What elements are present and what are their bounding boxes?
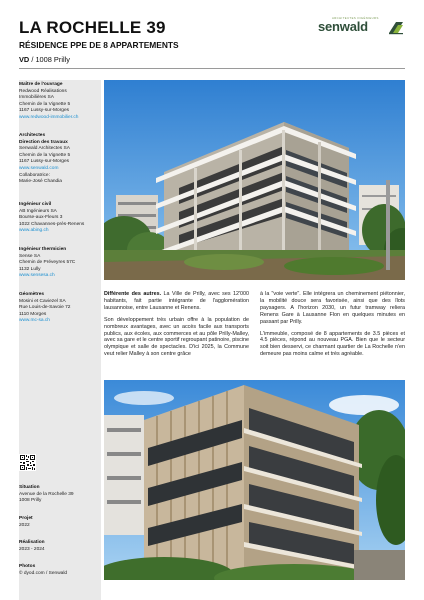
project-heading: Projet [19, 516, 33, 521]
situation-heading: Situation [19, 485, 40, 490]
owner-block [19, 82, 101, 122]
architects-heading: Architectes [19, 133, 46, 138]
surveyors-website-link[interactable]: www.mc-sa.ch [19, 318, 50, 324]
thermal-engineer-line: Sense SA [19, 253, 41, 259]
building-photo-top [104, 80, 405, 280]
development-paragraph: Son développement très urbain offre à la population de nombreux avantages, avec un accès facile aux transports publics, aux écoles, aux commerces et au pôle Prilly-Malley, avec sa gare et le centre sportif regroupant patinoire, piscine olympique et salle de spectacles. D'ici 2025, la Commune veut relier Malley à son centre grâce [104, 316, 249, 358]
owner-line: 1167 Lussy-sur-Morges [19, 108, 70, 114]
civil-engineer-website-link[interactable]: www.abing.ch [19, 228, 49, 234]
civil-engineer-line: AB Ingénieurs SA [19, 208, 57, 214]
building-photo-bottom [104, 380, 405, 580]
surveyors-line: Rue Louis-de-Savoie 72 [19, 305, 71, 311]
owner-website-link[interactable]: www.redwood-immobilier.ch [19, 114, 79, 120]
location-line [19, 55, 70, 64]
surveyors-line: Mosini et Caviezel SA [19, 298, 66, 304]
intro-lead: Différente des autres. [104, 291, 162, 297]
logo-leaf-icon [388, 19, 404, 35]
project-block [19, 516, 101, 529]
logo-wordmark: senwald [318, 19, 368, 34]
thermal-engineer-heading: Ingénieur thermicien [19, 247, 67, 252]
photos-heading: Photos [19, 564, 36, 569]
civil-engineer-heading: Ingénieur civil [19, 202, 52, 207]
architects-block [19, 133, 101, 186]
civil-engineer-line: 1022 Chavannes-près-Renens [19, 221, 85, 227]
realisation-heading: Réalisation [19, 540, 45, 545]
surveyors-line: 1110 Morges [19, 311, 47, 317]
green-way-paragraph: à la "voie verte". Elle intégrera un cheminement piétonnier, la mobilité douce sera favorisée, ainsi que des îlots paysagers. A l'horizon 2030, un futur tramway reliera Renens Gare à Lausanne Flon en quelques minutes en passant par Prilly. [260, 291, 405, 325]
page-title: LA ROCHELLE 39 [19, 18, 166, 37]
surveyors-heading: Géomètres [19, 292, 45, 297]
architects-line: Chemin de la Vignette 5 [19, 152, 71, 158]
owner-heading: Maître de l'ouvrage [19, 82, 63, 87]
owner-line: Redwood Réalisations [19, 88, 67, 94]
intro-text: La Ville de Prilly, avec ses 12'000 habitants, fait partie intégrante de l'agglomération lausannoise, entre Lausanne et Renens. [104, 291, 250, 311]
situation-line: Avenue de la Rochelle 39 [19, 491, 74, 497]
text-column-right [260, 291, 405, 363]
thermal-engineer-line: Chemin de Préveyres 57C [19, 260, 76, 266]
senwald-logo [318, 16, 406, 38]
realisation-years: 2023 - 2024 [19, 546, 45, 552]
project-year: 2022 [19, 522, 30, 528]
surveyors-block [19, 292, 101, 325]
thermal-engineer-website-link[interactable]: www.sensesa.ch [19, 273, 55, 279]
architects-website-link[interactable]: www.senwald.com [19, 165, 59, 171]
architects-line: 1167 Lussy-sur-Morges [19, 159, 70, 165]
building-paragraph: L'immeuble, composé de 8 appartements de 3.5 pièces et 4.5 pièces, répond au nouveau PGA. Bien que le secteur soit bien desservi, ce charmant quartier de La Rochelle n'en demeure pas moins calme et très agréable. [260, 330, 405, 358]
thermal-engineer-line: 1132 Lully [19, 266, 41, 272]
logo-tagline: ARCHITECTES INGÉNIEURS [332, 16, 379, 20]
text-column-left [104, 291, 249, 363]
realisation-block [19, 540, 101, 553]
photo-credit: © dyod.com / Senwald [19, 570, 68, 576]
civil-engineer-block [19, 202, 101, 235]
photos-block [19, 564, 101, 577]
header-divider [19, 68, 405, 69]
collaborator-name: Marie-José Chandia [19, 179, 62, 185]
intro-paragraph [104, 291, 249, 312]
location-city: / 1008 Prilly [29, 55, 70, 64]
thermal-engineer-block [19, 247, 101, 280]
collaborator-label: Collaboratrice: [19, 172, 50, 178]
civil-engineer-line: Bourse-aux-Fleurs 3 [19, 215, 63, 221]
owner-line: Chemin de la Vignette 5 [19, 101, 71, 107]
canton-code: VD [19, 55, 30, 64]
page-subtitle: RÉSIDENCE PPE DE 8 APPARTEMENTS [19, 40, 179, 50]
qr-code-icon[interactable] [19, 454, 36, 471]
owner-line: Immobilières SA [19, 95, 54, 101]
architects-line: Senwald Architectes SA [19, 146, 70, 152]
situation-line: 1008 Prilly [19, 498, 42, 504]
credits-sidebar [19, 80, 101, 600]
site-management-heading: Direction des travaux [19, 139, 68, 145]
situation-block [19, 485, 101, 505]
